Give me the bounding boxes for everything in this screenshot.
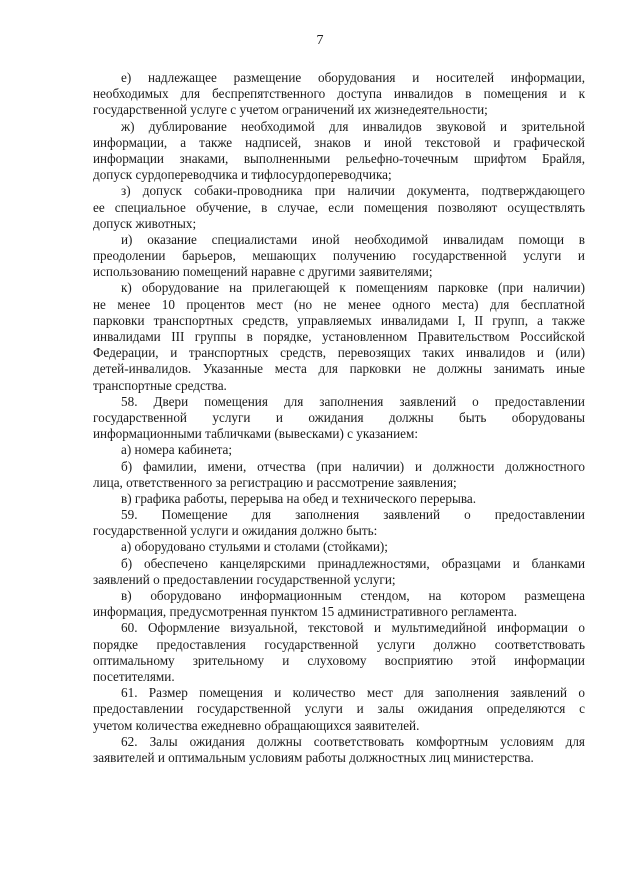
text-line: Федерации, и транспортных средств, перевозящих таких инвалидов и (или) xyxy=(93,345,585,361)
text-line: государственной услуге с учетом ограничений их жизнедеятельности; xyxy=(93,102,488,118)
text-line: необходимых для беспрепятственного доступа инвалидов в помещения и к xyxy=(93,86,585,102)
text-line: посетителями. xyxy=(93,668,175,684)
text-line: допуск животных; xyxy=(93,215,197,231)
text-line: детей-инвалидов. Указанные места для парковки не должны занимать иные xyxy=(93,361,585,377)
text-line: в) оборудовано информационным стендом, на котором размещена xyxy=(121,588,585,603)
text-line: б) обеспечено канцелярскими принадлежностями, образцами и бланками xyxy=(121,555,585,571)
text-line: допуск сурдопереводчика и тифлосурдопереводчика; xyxy=(93,167,392,183)
text-line: к) оборудование на прилегающей к помещениям парковке (при наличии) xyxy=(121,280,585,296)
text-line: парковки транспортных средств, управляемых инвалидами I, II групп, а также xyxy=(93,312,585,328)
text-line: 59. Помещение для заполнения заявлений о предоставлении xyxy=(121,507,585,523)
text-line: 58. Двери помещения для заполнения заявлений о предоставлении xyxy=(121,393,585,409)
text-line: и) оказание специалистами иной необходимой инвалидам помощи в xyxy=(121,231,585,247)
text-line: порядке предоставления государственной услуги должно соответствовать xyxy=(93,636,585,652)
text-line: государственной услуги и ожидания должны быть оборудованы xyxy=(93,409,585,425)
text-line: информации, а также надписей, знаков и иной текстовой и графической xyxy=(93,134,585,150)
text-line: ж) дублирование необходимой для инвалидов звуковой и зрительной xyxy=(121,118,585,134)
text-line: 61. Размер помещения и количество мест для заполнения заявлений о xyxy=(121,685,585,701)
text-line: а) оборудовано стульями и столами (стойками); xyxy=(121,539,388,555)
text-line: информации знаками, выполненными рельефно-точечным шрифтом Брайля, xyxy=(93,150,585,166)
text-line: 60. Оформление визуальной, текстовой и мультимедийной информации о xyxy=(121,620,585,636)
text-line: инвалидами III группы в порядке, установленном Правительством Российской xyxy=(93,329,585,344)
text-line: информация, предусмотренная пунктом 15 административного регламента. xyxy=(93,604,518,620)
text-line: заявлений о предоставлении государственной услуги; xyxy=(93,571,396,587)
text-line: в) графика работы, перерыва на обед и технического перерыва. xyxy=(121,490,477,506)
text-line: лица, ответственного за регистрацию и рассмотрение заявления; xyxy=(93,474,457,490)
text-line: заявителей и оптимальным условиям работы должностных лиц министерства. xyxy=(93,749,534,765)
text-line: преодолении барьеров, мешающих получению государственной услуги и xyxy=(93,248,585,264)
text-line: информационными табличками (вывесками) с указанием: xyxy=(93,426,418,442)
text-line: а) номера кабинета; xyxy=(121,442,233,458)
text-line: транспортные средства. xyxy=(93,377,227,393)
text-line: государственной услуги и ожидания должно быть: xyxy=(93,523,378,539)
text-line: ее специальное обучение, в случае, если помещения позволяют осуществлять xyxy=(93,199,585,215)
text-line: оптимальному зрительному и слуховому восприятию этой информации xyxy=(93,652,585,668)
text-line: предоставлении государственной услуги и залы ожидания определяются с xyxy=(93,701,585,717)
text-line: учетом количества ежедневно обращающихся заявителей. xyxy=(93,717,420,733)
text-line: з) допуск собаки-проводника при наличии документа, подтверждающего xyxy=(121,183,585,199)
text-line: б) фамилии, имени, отчества (при наличии) и должности должностного xyxy=(121,458,585,474)
text-line: не менее 10 процентов мест (но не менее одного места) для бесплатной xyxy=(93,296,585,312)
text-line: использованию помещений наравне с другими заявителями; xyxy=(93,264,433,280)
document-body xyxy=(93,70,585,766)
text-line: 62. Залы ожидания должны соответствовать комфортным условиям для xyxy=(121,733,585,749)
text-line: е) надлежащее размещение оборудования и носителей информации, xyxy=(121,70,585,85)
page-number: 7 xyxy=(316,33,324,48)
